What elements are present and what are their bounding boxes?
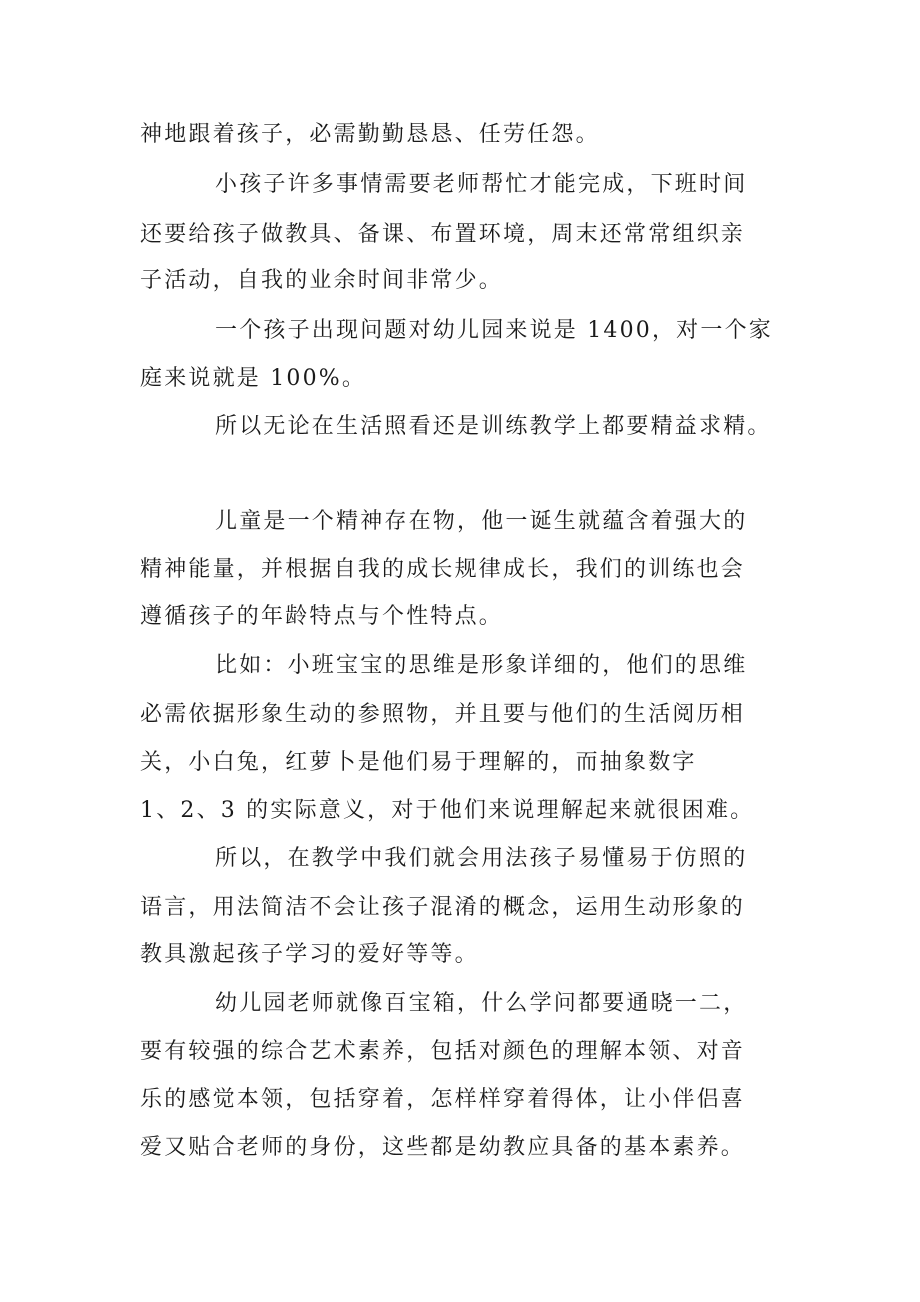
paragraph-start-line: 一个孩子出现问题对幼儿园来说是 1400，对一个家: [215, 318, 773, 343]
text-line: 遵循孩子的年龄特点与个性特点。: [140, 604, 504, 629]
paragraph-start-line: 儿童是一个精神存在物，他一诞生就蕴含着强大的: [215, 509, 748, 534]
text-line: 子活动，自我的业余时间非常少。: [140, 268, 504, 293]
paragraph-start-line: 比如：小班宝宝的思维是形象详细的，他们的思维: [215, 653, 748, 678]
paragraph-start-line: 所以，在教学中我们就会用法孩子易懂易于仿照的: [215, 846, 748, 871]
text-line: 爱又贴合老师的身份，这些都是幼教应具备的基本素养。: [140, 1135, 746, 1160]
text-line: 教具激起孩子学习的爱好等等。: [140, 942, 479, 967]
paragraph-start-line: 幼儿园老师就像百宝箱，什么学问都要通晓一二，: [215, 991, 748, 1016]
text-line: 语言，用法简洁不会让孩子混淆的概念，运用生动形象的: [140, 895, 746, 920]
text-line: 还要给孩子做教具、备课、布置环境，周末还常常组织亲: [140, 222, 746, 247]
paragraph-start-line: 所以无论在生活照看还是训练教学上都要精益求精。: [215, 414, 772, 439]
text-line: 要有较强的综合艺术素养，包括对颜色的理解本领、对音: [140, 1039, 746, 1064]
text-line: 必需依据形象生动的参照物，并且要与他们的生活阅历相: [140, 702, 746, 727]
text-line: 1、2、3 的实际意义，对于他们来说理解起来就很困难。: [140, 798, 755, 823]
text-line: 神地跟着孩子，必需勤勤恳恳、任劳任怨。: [140, 122, 600, 147]
paragraph-start-line: 小孩子许多事情需要老师帮忙才能完成，下班时间: [215, 172, 748, 197]
text-line: 乐的感觉本领，包括穿着，怎样样穿着得体，让小伴侣喜: [140, 1087, 746, 1112]
text-line: 庭来说就是 100%。: [140, 366, 367, 391]
text-line: 精神能量，并根据自我的成长规律成长，我们的训练也会: [140, 557, 746, 582]
text-line: 关，小白兔，红萝卜是他们易于理解的，而抽象数字: [140, 750, 697, 775]
